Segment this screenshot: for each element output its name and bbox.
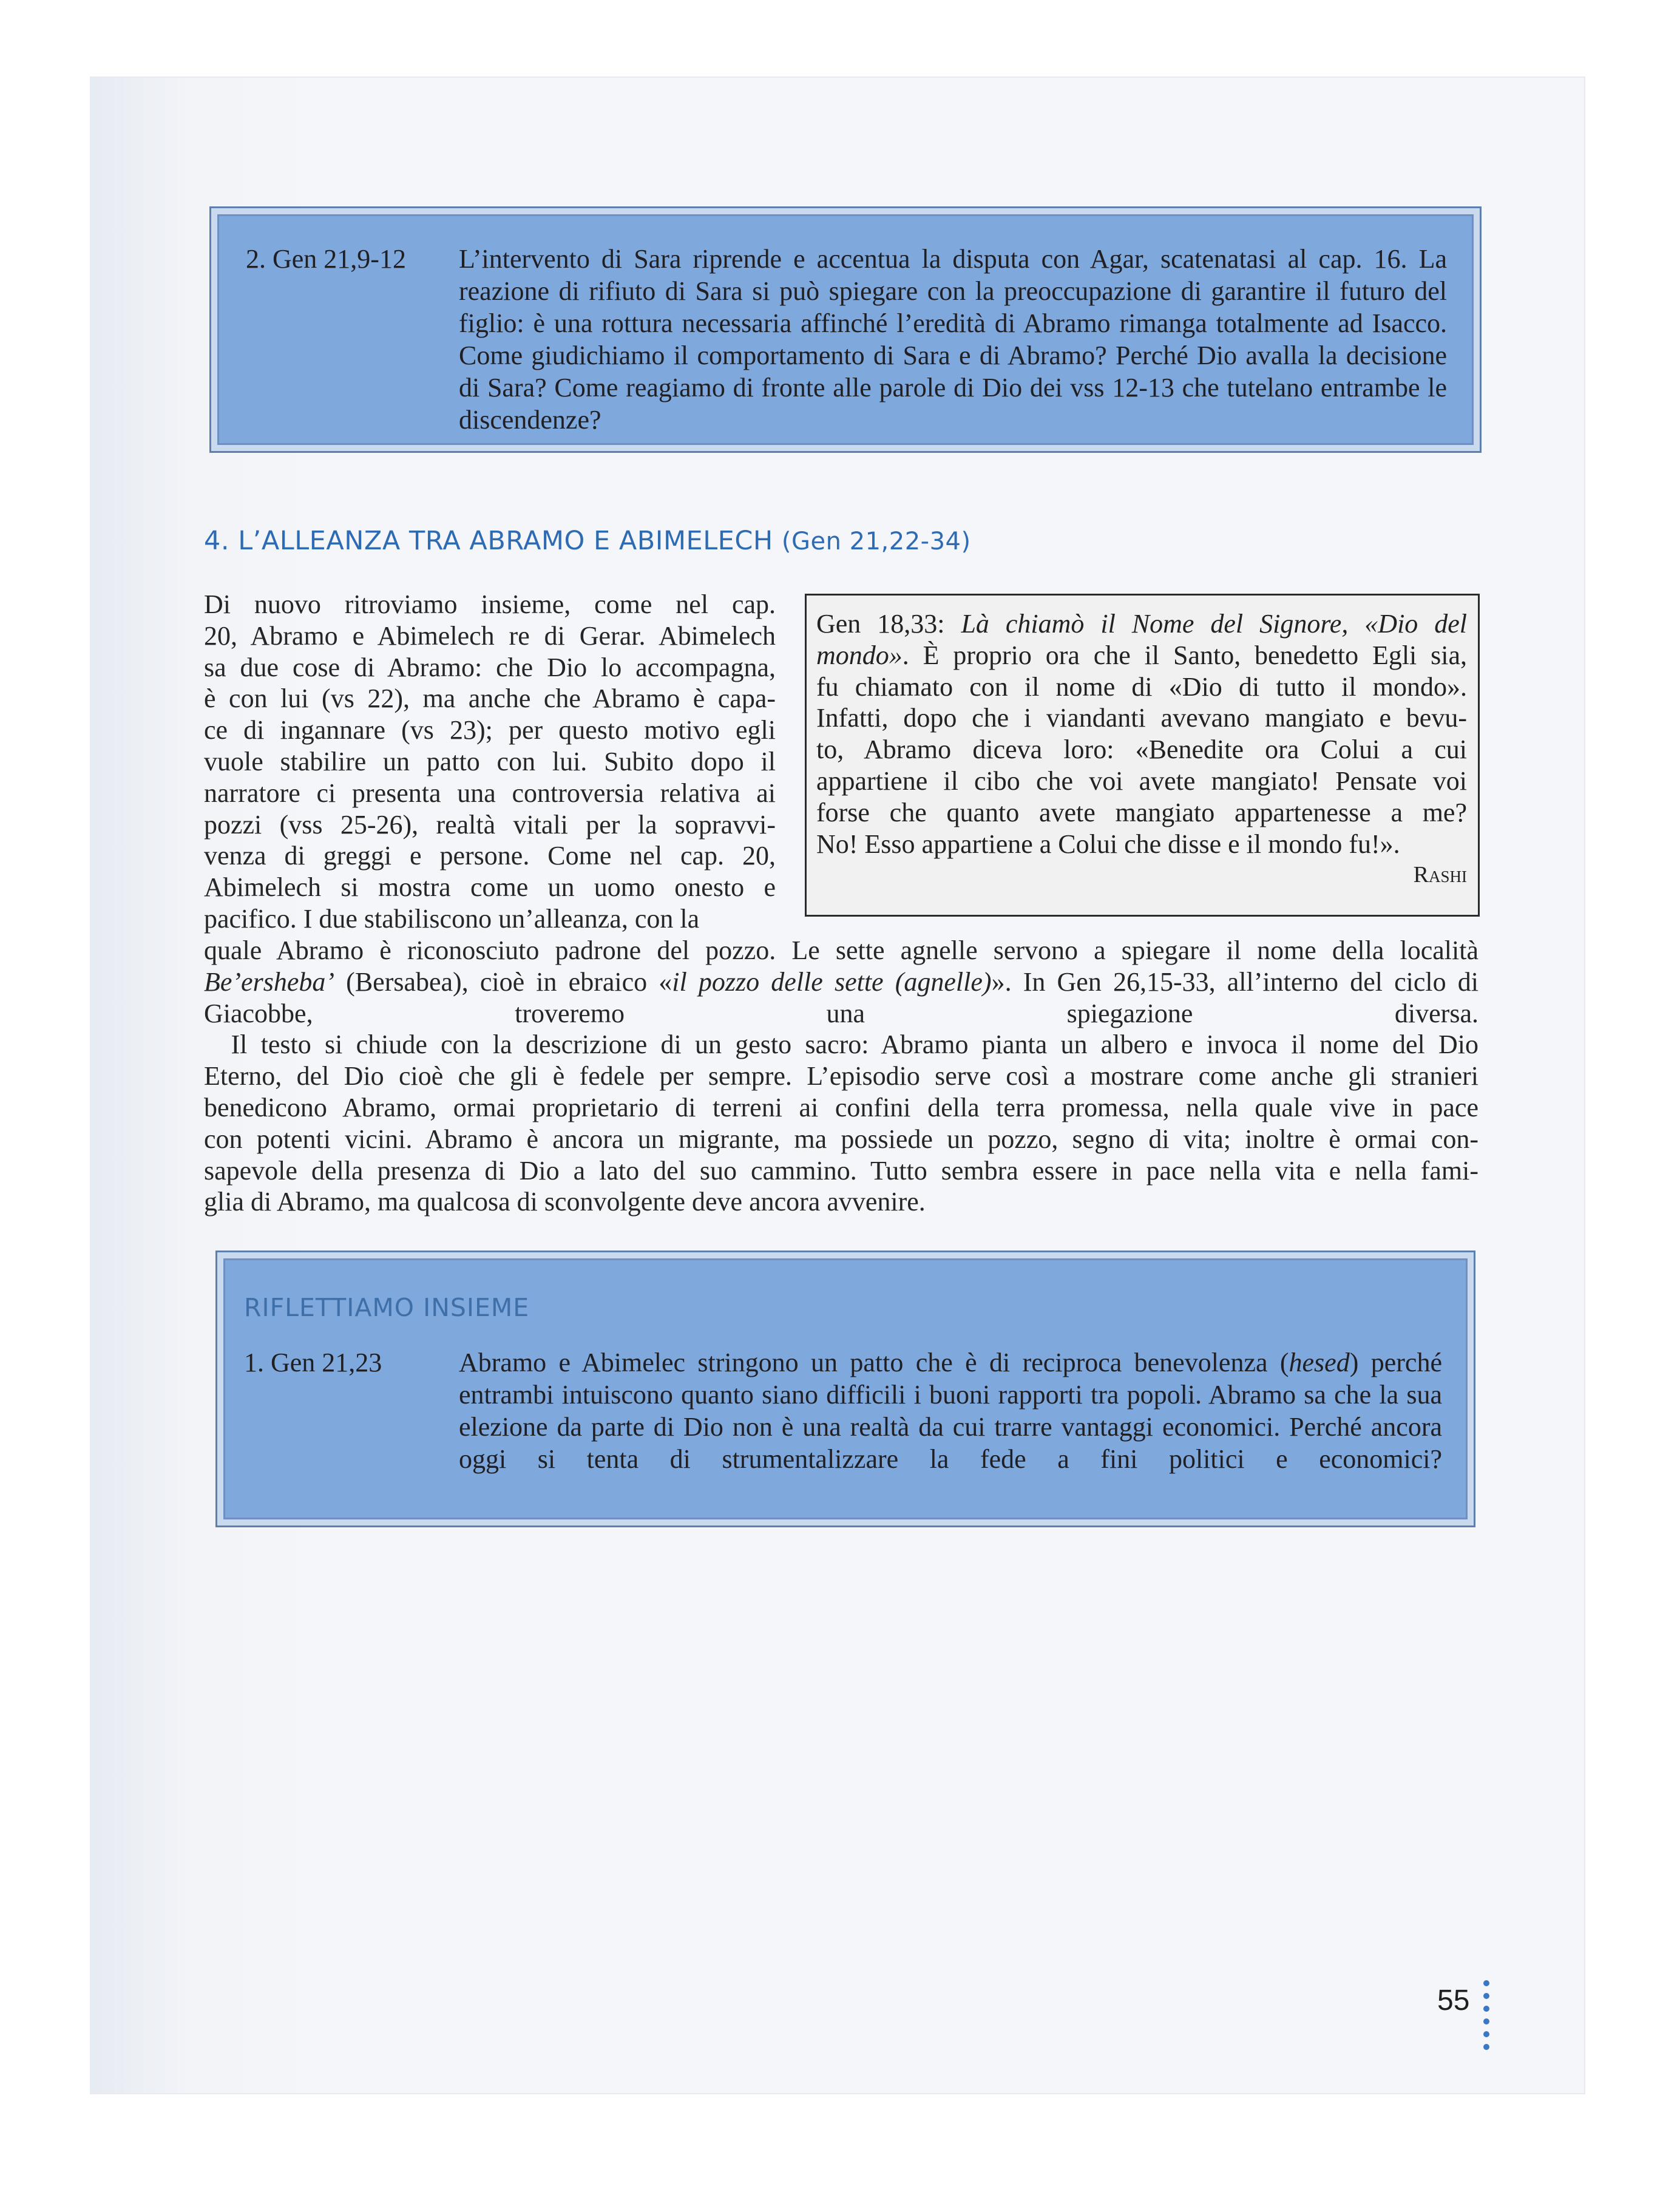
page-number-dots-ornament [1483, 1980, 1491, 2057]
body-line: sapevole della presenza di Dio a lato del suo cammino. Tutto sembra essere in pace nella vita e nella fami- [204, 1155, 1478, 1186]
body-line: Be’ersheba’ (Bersabea), cioè in ebraico «il pozzo delle sette (agnelle)». In Gen 26,15-33, all’interno del ciclo di [204, 966, 1478, 997]
column-line: pozzi (vss 25-26), realtà vitali per la sopravvi- [204, 809, 776, 840]
question-ref-1: 2. Gen 21,9-12 [246, 244, 406, 274]
quote-line: appartiene il cibo che voi avete mangiato! Pensate voi [816, 765, 1467, 796]
reflect-text: Abramo e Abimelec stringono un patto che è di reciproca benevolenza (hesed) perché entrambi intuiscono quanto siano difficili i buoni rapporti tra popoli. Abramo sa che la sua elezione da parte di Dio non è una realtà da cui trarre vantaggi economici. Perché ancora oggi si tenta di strumentalizzare la fede a fini politici e economici? [459, 1348, 1442, 1474]
body-line: con potenti vicini. Abramo è ancora un migrante, ma possiede un pozzo, segno di vita; inoltre è ormai con- [204, 1124, 1478, 1154]
column-line: Di nuovo ritroviamo insieme, come nel cap. [204, 589, 776, 619]
quote-line: Gen 18,33: Là chiamò il Nome del Signore, «Dio del [816, 609, 1468, 639]
column-line: venza di greggi e persone. Come nel cap. 20, [204, 841, 776, 871]
column-line: narratore ci presenta una controversia relativa ai [204, 778, 776, 808]
quote-line: mondo». È proprio ora che il Santo, benedetto Egli sia, [816, 640, 1467, 670]
page-number: 55 [1437, 1984, 1470, 2017]
quote-line: forse che quanto avete mangiato appartenesse a me? [816, 797, 1467, 827]
reflect-title: RIFLETTIAMO INSIEME [244, 1293, 530, 1322]
reflect-ref: 1. Gen 21,23 [244, 1348, 382, 1377]
section-title-text: 4. L’ALLEANZA TRA ABRAMO E ABIMELECH [204, 526, 773, 556]
body-line: Eterno, del Dio cioè che gli è fedele per sempre. L’episodio serve così a mostrare come anche gli stranieri [204, 1061, 1478, 1091]
body-line: Il testo si chiude con la descrizione di un gesto sacro: Abramo pianta un albero e invoca il nome del Dio [204, 1030, 1478, 1060]
column-line: sa due cose di Abramo: che Dio lo accompagna, [204, 652, 776, 682]
body-line: Giacobbe, troveremo una spiegazione diversa. [204, 998, 1478, 1028]
rashi-quote-text [816, 608, 1467, 891]
quote-line: to, Abramo diceva loro: «Benedite ora Colui a cui [816, 735, 1467, 765]
column-line: 20, Abramo e Abimelech re di Gerar. Abimelech [204, 620, 776, 651]
quote-source: Rashi [1413, 862, 1467, 888]
quote-line: fu chiamato con il nome di «Dio di tutto il mondo». [816, 671, 1467, 702]
column-line: Abimelech si mostra come un uomo onesto e [204, 872, 776, 903]
body-line: glia di Abramo, ma qualcosa di sconvolgente deve ancora avvenire. [204, 1187, 926, 1217]
quote-line: No! Esso appartiene a Colui che disse e il mondo fu!». [816, 829, 1400, 859]
body-full-text [204, 935, 1478, 1218]
question-text-1: L’intervento di Sara riprende e accentua la disputa con Agar, scatenatasi al cap. 16. La reazione di rifiuto di Sara si può spiegare con la preoccupazione di garantire il futuro del figlio: è una rottura necessaria affinché l’eredità di Abramo rimanga totalmente ad Isacco. Come giudichiamo il comportamento di Sara e di Abramo? Perché Dio avalla la decisione di Sara? Come reagiamo di fronte alle parole di Dio dei vss 12-13 che tutelano entrambe le discendenze? [459, 244, 1447, 435]
quote-line: Infatti, dopo che i viandanti avevano mangiato e bevu- [816, 703, 1467, 733]
body-line: benedicono Abramo, ormai proprietario di terreni ai confini della terra promessa, nella quale vive in pace [204, 1092, 1478, 1122]
column-line: vuole stabilire un patto con lui. Subito dopo il [204, 746, 776, 776]
body-column-text [204, 589, 776, 935]
section-title-ref: (Gen 21,22-34) [781, 528, 971, 555]
column-line: pacifico. I due stabiliscono un’alleanza, con la [204, 903, 700, 934]
body-line: quale Abramo è riconosciuto padrone del pozzo. Le sette agnelle servono a spiegare il nome della località [204, 935, 1478, 965]
section-title [204, 526, 971, 556]
column-line: ce di ingannare (vs 23); per questo motivo egli [204, 715, 776, 745]
column-line: è con lui (vs 22), ma anche che Abramo è capa- [204, 684, 776, 714]
